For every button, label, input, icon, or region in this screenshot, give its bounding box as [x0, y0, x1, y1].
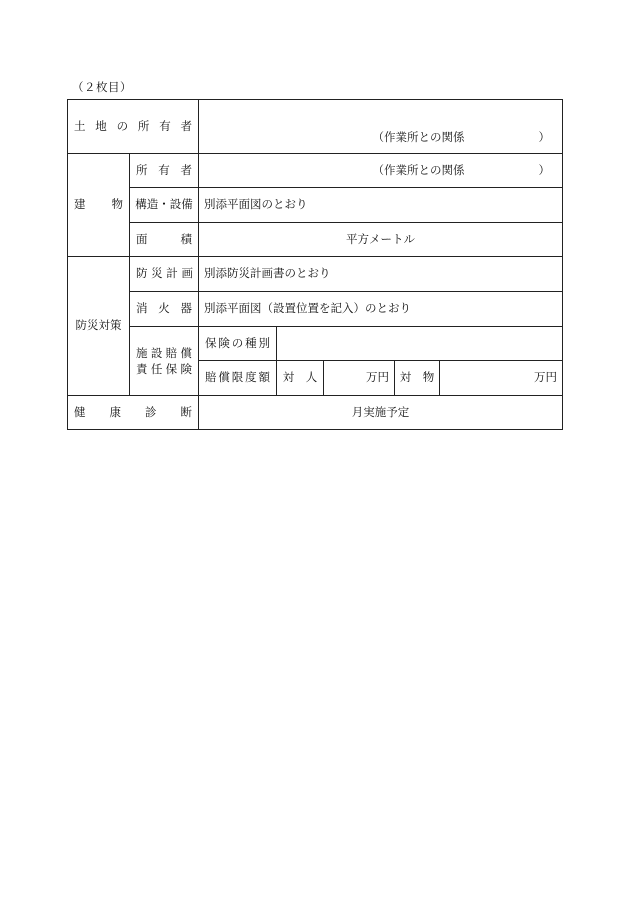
health-check-label: 健 康 診 断 — [68, 396, 199, 430]
building-label: 建 物 — [68, 154, 130, 257]
building-area-label: 面 積 — [130, 223, 199, 257]
extinguisher-label: 消 火 器 — [130, 292, 199, 327]
building-owner-label: 所 有 者 — [130, 154, 199, 188]
building-owner-row — [68, 154, 563, 188]
building-owner-relation-close: ） — [538, 162, 551, 177]
liability-label-line1: 施設賠償 — [136, 346, 192, 360]
building-structure-value: 別添平面図のとおり — [199, 188, 563, 223]
building-structure-label: 構造・設備 — [130, 188, 199, 223]
disaster-plan-value: 別添防災計画書のとおり — [199, 257, 563, 292]
building-area-value: 平方メートル — [199, 223, 563, 257]
land-owner-value-cell[interactable] — [199, 100, 563, 154]
land-owner-relation-close: ） — [538, 130, 551, 145]
per-person-amount-field[interactable]: 万円 — [324, 361, 395, 396]
page-number-label: （２枚目） — [72, 80, 132, 94]
per-property-label: 対 物 — [395, 361, 440, 396]
extinguisher-value: 別添平面図（設置位置を記入）のとおり — [199, 292, 563, 327]
land-owner-relation-open: （作業所との関係 — [372, 130, 465, 145]
insurance-type-label: 保険の種別 — [199, 327, 277, 361]
land-owner-row — [68, 100, 563, 154]
disaster-plan-row — [68, 257, 563, 292]
insurance-type-field[interactable] — [277, 327, 563, 361]
health-check-value[interactable]: 月実施予定 — [199, 396, 563, 430]
building-structure-row — [68, 188, 563, 223]
insurance-type-row — [68, 327, 563, 361]
land-owner-label: 土 地 の 所 有 者 — [68, 100, 199, 154]
liability-label-line2: 責任保険 — [136, 362, 192, 376]
extinguisher-row — [68, 292, 563, 327]
liability-insurance-label — [130, 327, 199, 396]
building-owner-relation-open: （作業所との関係 — [372, 162, 465, 177]
liability-limit-label: 賠償限度額 — [199, 361, 277, 396]
health-check-row — [68, 396, 563, 430]
per-property-amount-field[interactable]: 万円 — [440, 361, 563, 396]
site-info-form-table — [67, 99, 563, 430]
building-owner-value-cell[interactable] — [199, 154, 563, 188]
disaster-plan-label: 防 災 計 画 — [130, 257, 199, 292]
per-person-label: 対 人 — [277, 361, 324, 396]
building-area-row — [68, 223, 563, 257]
disaster-prevention-label: 防災対策 — [68, 257, 130, 396]
